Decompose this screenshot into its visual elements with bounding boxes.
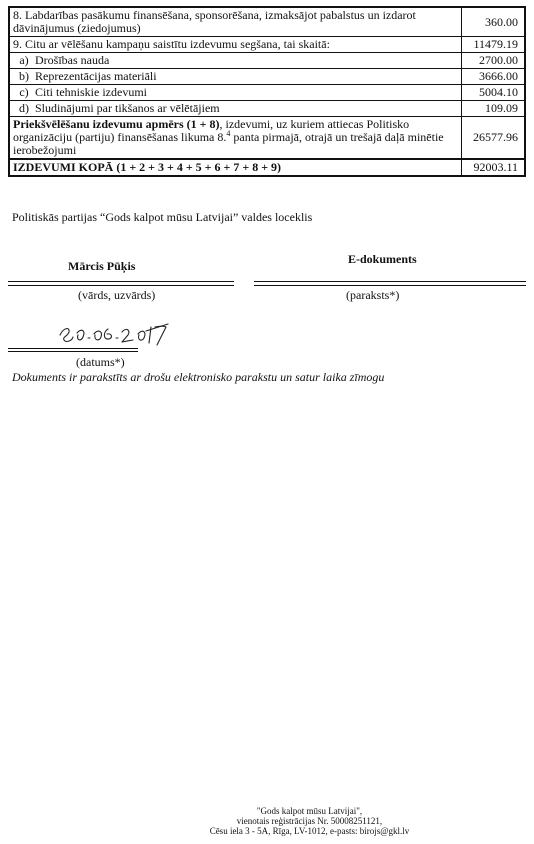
row-label: 9. Citu ar vēlēšanu kampaņu saistītu izdevumu segšana, tai skaitā: [9, 37, 461, 53]
signature-caption: (paraksts*) [346, 288, 400, 302]
row-sub-index: c) [19, 85, 29, 99]
signature-rule [254, 281, 526, 282]
pre-election-sup: 4 [226, 129, 231, 138]
footer-line: Cēsu iela 3 - 5A, Rīga, LV-1012, e-pasts: birojs@gkl.lv [209, 826, 410, 836]
pre-election-bold: Priekšvēlēšanu izdevumu apmērs (1 + 8) [13, 117, 220, 131]
row-sub-index: a) [19, 53, 29, 67]
total-amount: 92003.11 [461, 159, 525, 176]
e-document-label: E-dokuments [348, 252, 417, 266]
row-sub-index: d) [19, 101, 29, 115]
name-rule [8, 281, 234, 282]
row-amount: 2700.00 [461, 53, 525, 69]
footer [0, 806, 534, 836]
date-caption: (datums*) [76, 355, 125, 369]
row-amount: 360.00 [461, 7, 525, 37]
row-label: Reprezentācijas materiāli [35, 69, 157, 83]
row-amount: 26577.96 [461, 117, 525, 160]
footer-line: "Gods kalpot mūsu Latvijai", [256, 806, 363, 816]
row-label-cell [9, 53, 461, 69]
row-amount: 109.09 [461, 101, 525, 117]
pre-election-label [9, 117, 461, 160]
footer-line: vienotais reģistrācijas Nr. 50008251121, [236, 816, 383, 826]
table-row [9, 69, 525, 85]
name-rule-double [8, 285, 234, 286]
pre-election-text-end: panta pirmajā, otrajā un trešajā daļā minētie ierobežojumi [13, 130, 444, 157]
date-rule-double [8, 351, 138, 352]
date-rule [8, 348, 138, 349]
handwritten-date [56, 315, 174, 347]
row-amount: 5004.10 [461, 85, 525, 101]
row-label-cell [9, 69, 461, 85]
row-label-cell [9, 85, 461, 101]
row-amount: 3666.00 [461, 69, 525, 85]
table-row-total [9, 159, 525, 176]
party-board-member-line: Politiskās partijas “Gods kalpot mūsu Latvijai” valdes loceklis [12, 210, 313, 224]
table-row [9, 53, 525, 69]
table-row [9, 101, 525, 117]
row-label-cell [9, 101, 461, 117]
row-label: 8. Labdarības pasākumu finansēšana, sponsorēšana, izmaksājot pabalstus un izdarot dāvinājumus (ziedojumus) [9, 7, 461, 37]
pre-election-text: , izdevumi, uz kuriem attiecas Politisko organizāciju (partiju) finansēšanas likuma 8. [13, 117, 410, 144]
row-amount: 11479.19 [461, 37, 525, 53]
signature-rule-double [254, 285, 526, 286]
table-row-pre-election [9, 117, 525, 160]
signer-name: Mārcis Pūķis [68, 259, 136, 273]
names-caption: (vārds, uzvārds) [78, 288, 156, 302]
total-label: IZDEVUMI KOPĀ (1 + 2 + 3 + 4 + 5 + 6 + 7 + 8 + 9) [9, 159, 461, 176]
expense-table [8, 6, 526, 177]
table-row [9, 7, 525, 37]
row-label: Citi tehniskie izdevumi [35, 85, 147, 99]
row-label: Drošības nauda [35, 53, 110, 67]
table-row [9, 85, 525, 101]
e-signature-note: Dokuments ir parakstīts ar drošu elektronisko parakstu un satur laika zīmogu [12, 370, 385, 384]
table-row [9, 37, 525, 53]
row-sub-index: b) [19, 69, 29, 83]
row-label: Sludinājumi par tikšanos ar vēlētājiem [35, 101, 220, 115]
